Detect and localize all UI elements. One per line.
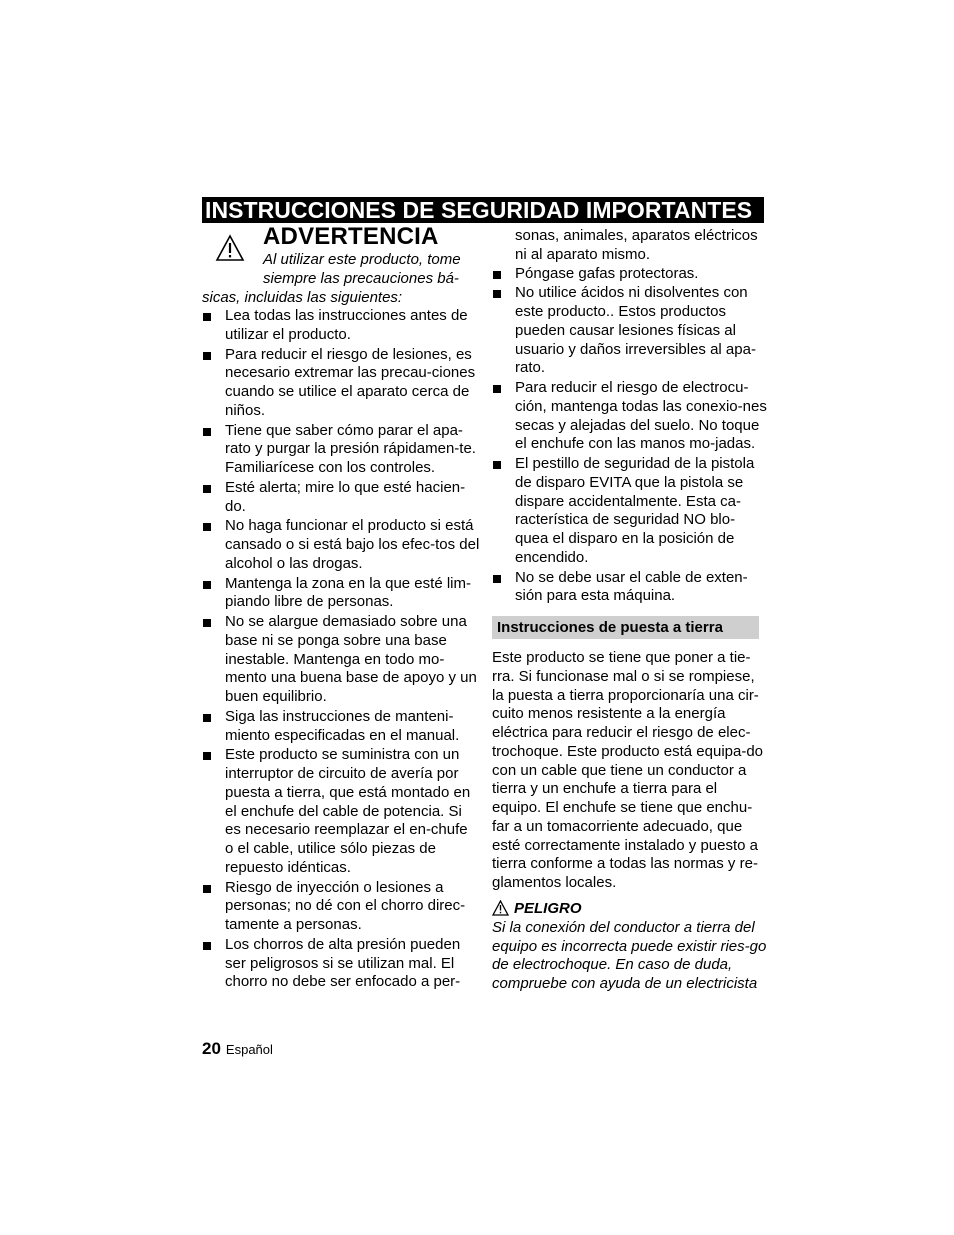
list-item-text: Para reducir el riesgo de electrocu-ción, mantenga todas las conexio-nes secas y alejadas del suelo. No toque el enchufe con las manos mo-jadas. [515,379,767,453]
list-item [202,575,480,613]
warning-header [202,223,480,250]
left-bullet-list [202,307,480,992]
left-column [202,223,480,993]
list-item [202,517,480,573]
warning-intro-line: sicas, incluidas las siguientes: [202,289,403,306]
list-item-text: Siga las instrucciones de manteni-miento especificadas en el manual. [225,707,460,744]
warning-intro-line: siempre las precauciones bá- [263,270,459,287]
bullet-square-icon [203,581,211,589]
bullet-square-icon [203,752,211,760]
bullet-square-icon [493,575,501,583]
list-item-text: Los chorros de alta presión pueden ser peligrosos si se utilizan mal. El chorro no debe ser enfocado a per- [225,935,461,991]
bullet-square-icon [203,942,211,950]
list-item [202,879,480,935]
right-column [492,226,768,994]
footer-language: Español [225,1042,273,1057]
bullet-square-icon [203,714,211,722]
list-item [202,746,480,877]
list-item-text: No se alargue demasiado sobre una base ni se ponga sobre una base inestable. Mantenga en todo mo-mento una buena base de apoyo y un buen equilibrio. [225,613,477,705]
bullet-square-icon [203,428,211,436]
bullet-square-icon [203,619,211,627]
right-bullet-list [492,265,768,607]
list-item-text: Riesgo de inyección o lesiones a personas; no dé con el chorro direc-tamente a personas. [225,878,466,933]
list-item-continuation: sonas, animales, aparatos eléctricos ni al aparato mismo. [515,227,758,263]
bullet-square-icon [493,290,501,298]
list-item [492,284,768,378]
list-item [202,307,480,345]
bullet-square-icon [203,485,211,493]
bullet-square-icon [493,385,501,393]
bullet-square-icon [203,313,211,321]
list-item-text: Lea todas las instrucciones antes de utilizar el producto. [225,307,468,343]
danger-text: Si la conexión del conductor a tierra del equipo es incorrecta puede existir ries-go de electrochoque. En caso de duda, compruebe con ayuda de un electricista [492,918,767,992]
list-item [202,479,480,517]
warning-intro-line: Al utilizar este producto, tome [263,251,461,268]
page-number: 20 [202,1039,221,1058]
list-item-text: No utilice ácidos ni disolventes con este producto.. Estos productos pueden causar lesiones físicas al usuario y daños irreversibles al apa-rato. [515,284,756,377]
list-item-text: Para reducir el riesgo de lesiones, es necesario extremar las precau-ciones cuando se utilice el aparato cerca de niños. [225,345,476,419]
warning-triangle-icon [215,233,245,263]
list-item-text: Póngase gafas protectoras. [515,264,699,282]
list-item [202,708,480,746]
bullet-square-icon [203,885,211,893]
list-item [492,379,768,454]
bullet-square-icon [203,352,211,360]
danger-header [492,899,768,918]
list-item [492,455,768,568]
list-item [202,422,480,478]
list-item-text: No haga funcionar el producto si está cansado o si está bajo los efec-tos del alcohol o las drogas. [225,517,480,572]
danger-title: PELIGRO [514,899,582,917]
list-item-text: Tiene que saber cómo parar el apa-rato y purgar la presión rápidamen-te. Familiarícese con los controles. [225,421,476,476]
warning-title: ADVERTENCIA [263,223,439,250]
list-item [492,569,768,607]
page-footer [202,1039,273,1060]
list-item-text: El pestillo de seguridad de la pistola de disparo EVITA que la pistola se dispare accidentalmente. Esta ca-racterística de seguridad NO blo-quea el disparo en la posición de encendido. [515,455,755,566]
list-item [202,613,480,707]
list-item [492,265,768,284]
grounding-text: Este producto se tiene que poner a tie-rra. Si funcionase mal o si se rompiese, la puesta a tierra proporcionaría una cir-cuito menos resistente a la energía eléctrica para reducir el riesgo de elec-trochoque. Este producto está equipa-do con un cable que tiene un conductor a tierra y un enchufe a tierra para el equipo. El enchufe se tiene que enchu-far a un tomacorriente adecuado, que esté correctamente instalado y puesto a tierra conforme a todas las normas y re-glamentos locales. [492,649,764,891]
list-item [202,936,480,992]
list-item-text: Este producto se suministra con un interruptor de circuito de avería por puesta a tierra, que está montado en el enchufe del cable de potencia. Si es necesario reemplazar el en-chufe o el cable, utilice sólo piezas de repuesto idénticas. [225,746,471,876]
list-item [202,346,480,421]
list-item-text: No se debe usar el cable de exten-sión para esta máquina. [515,568,748,605]
warning-triangle-icon [492,900,509,916]
bullet-square-icon [493,271,501,279]
grounding-heading: Instrucciones de puesta a tierra [492,616,759,639]
page-banner: INSTRUCCIONES DE SEGURIDAD IMPORTANTES [202,197,764,223]
bullet-square-icon [493,461,501,469]
bullet-square-icon [203,523,211,531]
list-item-text: Esté alerta; mire lo que esté hacien-do. [225,478,466,515]
list-item-text: Mantenga la zona en la que esté lim-piando libre de personas. [225,574,471,611]
